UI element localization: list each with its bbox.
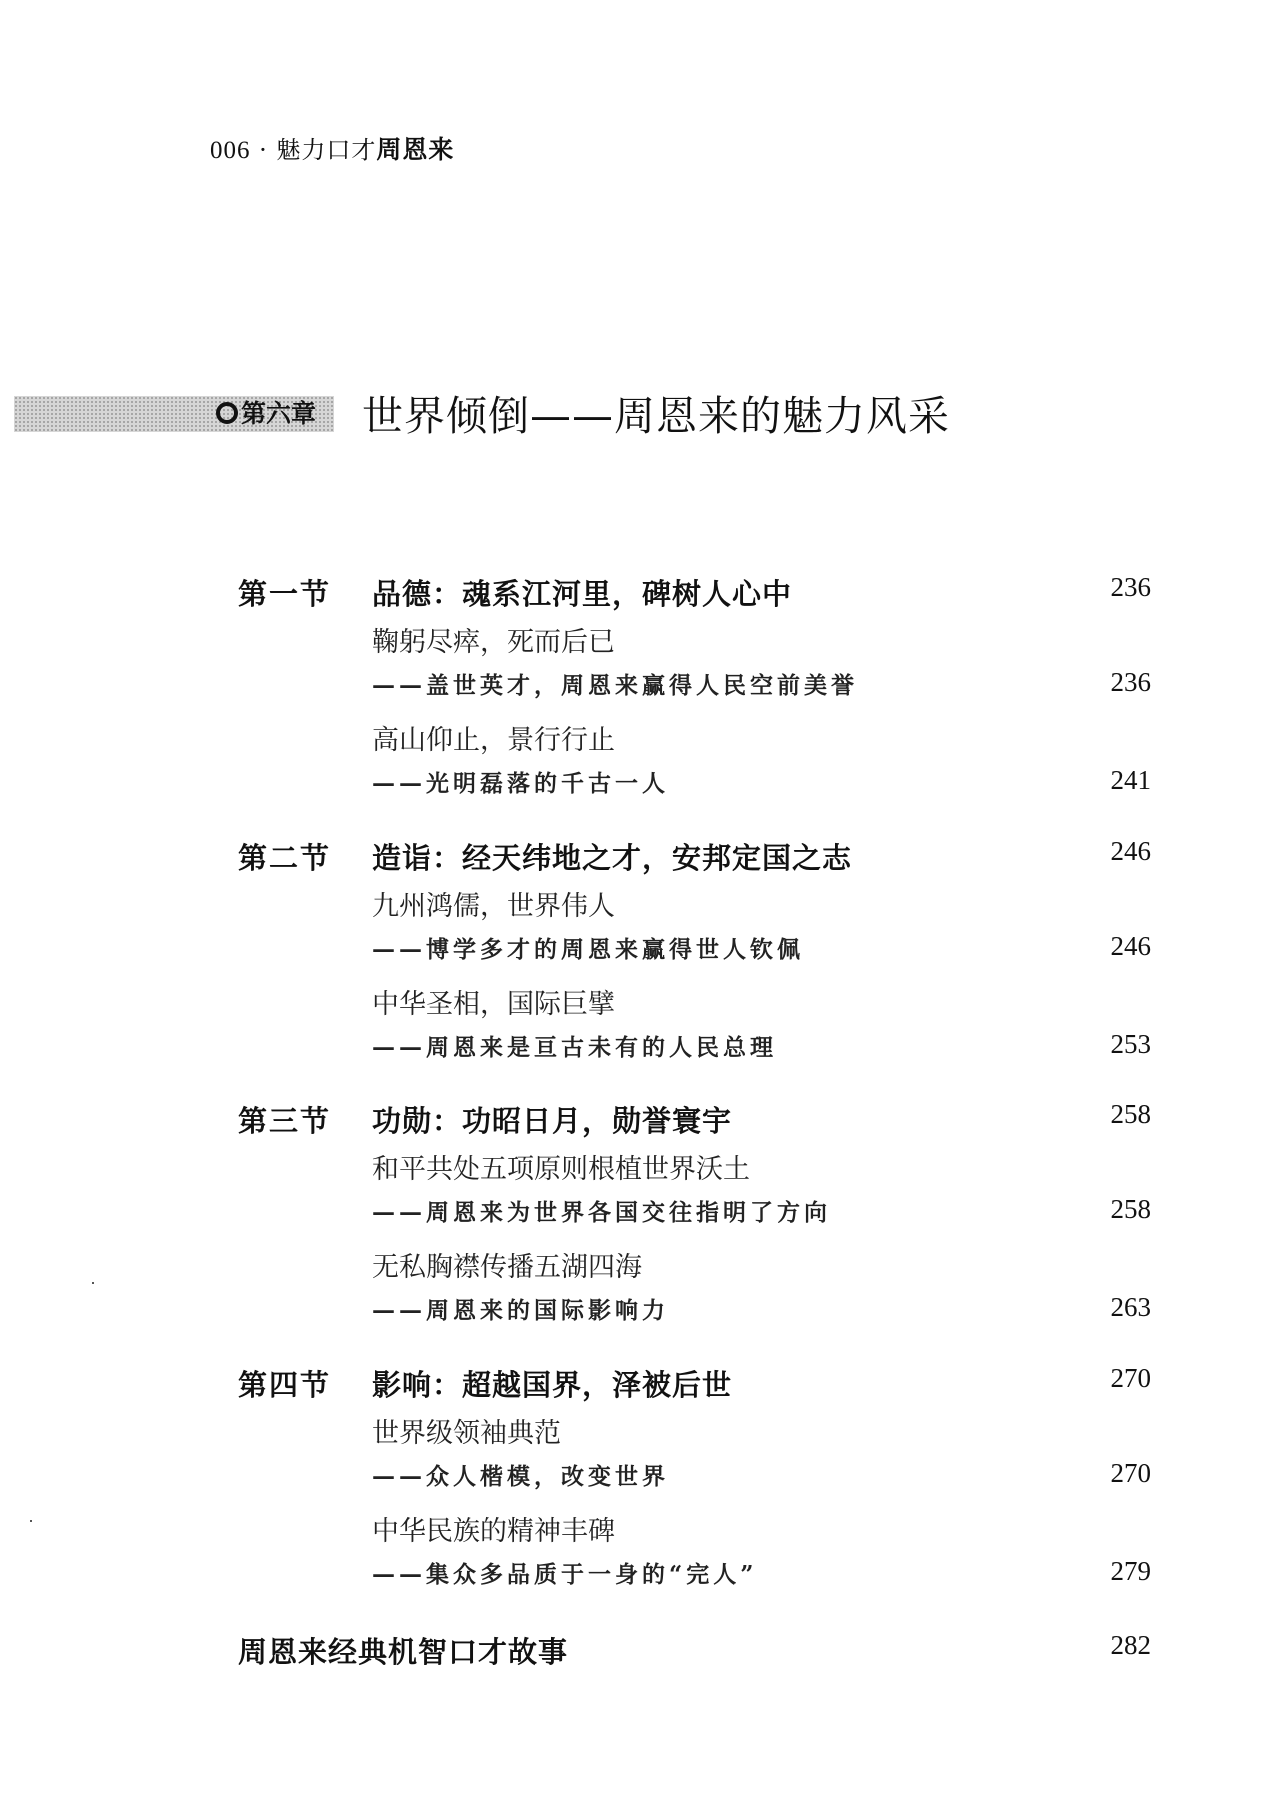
subsection-subtitle: ——周恩来的国际影响力 [372, 1297, 669, 1324]
subsection-subtitle: ——光明磊落的千古一人 [372, 770, 669, 797]
toc-section-4[interactable] [0, 1363, 1273, 1403]
page-ref: 270 [1110, 1363, 1151, 1393]
page-ref: 236 [1110, 572, 1151, 602]
toc-subsection-title[interactable] [0, 718, 1273, 758]
subsection-subtitle: ——周恩来为世界各国交往指明了方向 [372, 1199, 831, 1226]
subsection-title: 鞠躬尽瘁，死而后已 [372, 627, 615, 658]
page-ref: 270 [1110, 1458, 1151, 1488]
appendix-title: 周恩来经典机智口才故事 [238, 1635, 569, 1669]
toc-subsection-title[interactable] [0, 1147, 1273, 1187]
subsection-title: 和平共处五项原则根植世界沃土 [372, 1154, 750, 1185]
subsection-title: 高山仰止，景行行止 [372, 725, 615, 756]
subsection-subtitle: ——周恩来是亘古未有的人民总理 [372, 1034, 777, 1061]
toc-subsection-title[interactable] [0, 884, 1273, 924]
subsection-title: 九州鸿儒，世界伟人 [372, 891, 615, 922]
toc-subsection-subtitle[interactable] [0, 1458, 1273, 1498]
scan-speck [92, 1282, 94, 1284]
toc-section-3[interactable] [0, 1099, 1273, 1139]
subsection-title: 中华民族的精神丰碑 [372, 1516, 615, 1547]
page-ref: 263 [1110, 1292, 1151, 1322]
running-head-separator: · [259, 136, 268, 164]
circle-bullet-icon [216, 402, 238, 424]
chapter-label-text: 第六章 [241, 399, 317, 428]
toc-subsection-title[interactable] [0, 1411, 1273, 1451]
toc-appendix[interactable] [0, 1630, 1273, 1670]
chapter-title: 世界倾倒——周恩来的魅力风采 [362, 392, 950, 440]
toc-subsection-subtitle[interactable] [0, 1029, 1273, 1069]
toc-subsection-title[interactable] [0, 1509, 1273, 1549]
page-ref: 279 [1110, 1556, 1151, 1586]
page-ref: 282 [1110, 1630, 1151, 1660]
page-ref: 258 [1110, 1194, 1151, 1224]
toc-section-1[interactable] [0, 572, 1273, 612]
subsection-subtitle: ——众人楷模，改变世界 [372, 1463, 669, 1490]
subsection-subtitle: ——集众多品质于一身的“完人” [372, 1561, 758, 1588]
page-ref: 253 [1110, 1029, 1151, 1059]
toc-subsection-subtitle[interactable] [0, 931, 1273, 971]
section-title: 影响：超越国界，泽被后世 [372, 1368, 733, 1402]
section-label: 第三节 [238, 1104, 332, 1138]
section-label: 第二节 [238, 841, 332, 875]
section-title: 功勋：功昭日月，勋誉寰宇 [372, 1104, 733, 1138]
chapter-label [216, 394, 316, 434]
subsection-title: 中华圣相，国际巨擘 [372, 989, 615, 1020]
toc-subsection-title[interactable] [0, 620, 1273, 660]
page-ref: 258 [1110, 1099, 1151, 1129]
subsection-subtitle: ——盖世英才，周恩来赢得人民空前美誉 [372, 672, 858, 699]
page-ref: 241 [1110, 765, 1151, 795]
toc-subsection-subtitle[interactable] [0, 1292, 1273, 1332]
toc-subsection-subtitle[interactable] [0, 1194, 1273, 1234]
toc-subsection-title[interactable] [0, 982, 1273, 1022]
page-number: 006 [210, 137, 251, 164]
chapter-heading [14, 388, 1014, 448]
page-ref: 236 [1110, 667, 1151, 697]
scan-speck [30, 1520, 32, 1522]
section-title: 品德：魂系江河里，碑树人心中 [372, 577, 793, 611]
toc-subsection-subtitle[interactable] [0, 1556, 1273, 1596]
page-ref: 246 [1110, 931, 1151, 961]
section-label: 第一节 [238, 577, 332, 611]
subsection-title: 无私胸襟传播五湖四海 [372, 1252, 642, 1283]
subsection-title: 世界级领袖典范 [372, 1418, 561, 1449]
running-head [210, 130, 454, 166]
page-ref: 246 [1110, 836, 1151, 866]
book-title-bold: 周恩来 [376, 135, 455, 164]
section-title: 造诣：经天纬地之才，安邦定国之志 [372, 841, 853, 875]
toc-subsection-subtitle[interactable] [0, 765, 1273, 805]
toc-subsection-title[interactable] [0, 1245, 1273, 1285]
subsection-subtitle: ——博学多才的周恩来赢得世人钦佩 [372, 936, 804, 963]
section-label: 第四节 [238, 1368, 332, 1402]
toc-section-2[interactable] [0, 836, 1273, 876]
toc-subsection-subtitle[interactable] [0, 667, 1273, 707]
book-title-plain: 魅力口才 [276, 136, 377, 164]
